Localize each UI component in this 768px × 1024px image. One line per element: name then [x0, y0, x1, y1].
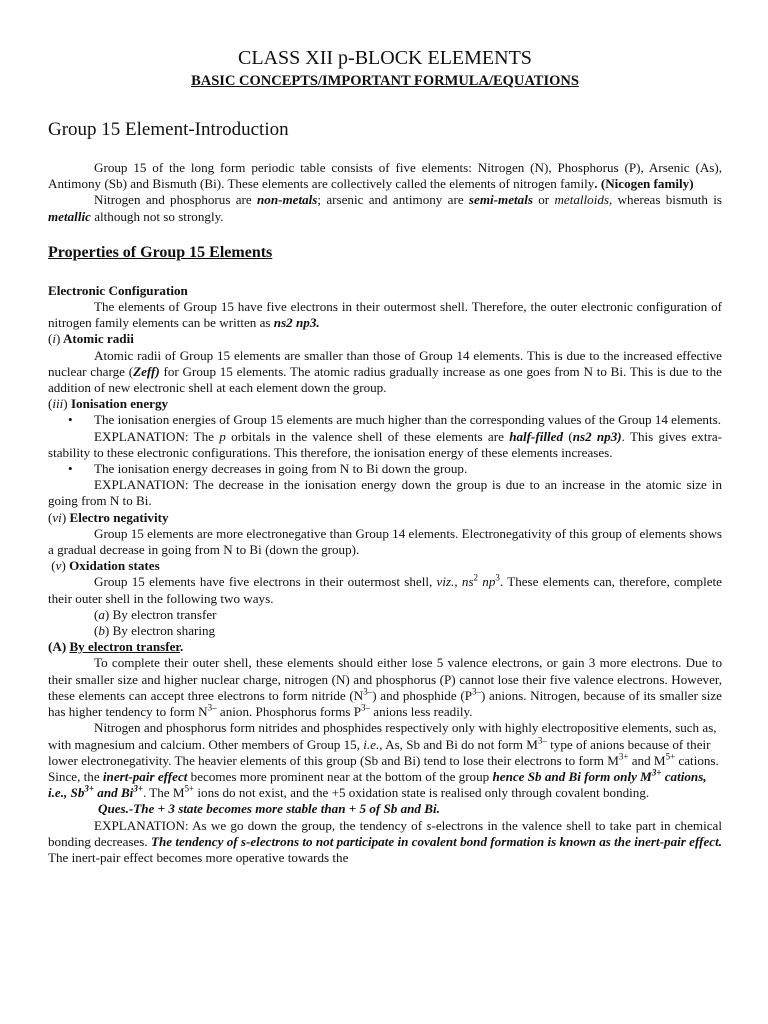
label-by-electron-transfer: (A) By electron transfer.	[48, 639, 184, 655]
bullet-ionisation-2: • The ionisation energy decreases in going from N to Bi down the group.	[68, 461, 468, 477]
label-ionisation-energy: (iii) Ionisation energy	[48, 396, 169, 412]
label-oxidation-states: (v) Oxidation states	[48, 558, 160, 574]
paragraph-electron-transfer-2: Nitrogen and phosphorus form nitrides and phosphides respectively only with highly electropositive elements, such as, with magnesium and calcium. Other members of Group 15, i.e., As, Sb and Bi do not form $M^{3-}$ type of anions because of their lower electronegativity. The heavier elements of this group (Sb and Bi) tend to lose their electrons to form $M^{3+}$ and $M^{5+}$ cations. Since, the inert-pair effect becomes more prominent near at the bottom of the group hence Sb and Bi form only $M^{3+}$ cations, i.e., $Sb^{3+}$ and $Bi^{3+}$. The $M^{5+}$ ions do not exist, and the +5 oxidation state is realised only through covalent bonding.	[48, 720, 719, 801]
paragraph-electron-transfer-1: To complete their outer shell, these elements should either lose 5 valence electrons, or gain 3 more electrons. Due to their smaller size and higher nuclear charge, nitrogen (N) and phosphorus (P) cannot lose their five valence electrons. However, these elements can accept three electrons to form nitride $(N^{3-})$ and phosphide $(P^{3-})$ anions. Nitrogen, because of its smaller size has higher tendency to form $N^{3-}$ anion. Phosphorus forms $P^{3-}$ anions less readily.	[48, 655, 722, 720]
label-electronegativity: (vi) Electro negativity	[48, 509, 169, 525]
section-heading-introduction: Group 15 Element-Introduction	[48, 119, 289, 140]
explanation-ionisation-1: EXPLANATION: The p orbitals in the valence shell of these elements are half-filled (ns2 np3). This gives extra-stability to these electronic configurations. This therefore, the ionisation energy of these elements increases.	[48, 428, 722, 460]
bullet-icon: •	[68, 412, 73, 428]
document-subtitle: BASIC CONCEPTS/IMPORTANT FORMULA/EQUATIONS	[191, 73, 579, 89]
explanation-ionisation-2: EXPLANATION: The decrease in the ionisation energy down the group is due to an increase in the atomic size in going from N to Bi.	[48, 477, 722, 509]
question-line: Ques.-The + 3 state becomes more stable than + 5 of Sb and Bi.	[98, 801, 440, 817]
list-item-electron-sharing: (b) By electron sharing	[94, 623, 216, 639]
intro-paragraph-1: Group 15 of the long form periodic table consists of five elements: Nitrogen (N), Phosphorus (P), Arsenic (As), Antimony (Sb) and Bismuth (Bi). These elements are collectively called the elements of nitrogen family. (Nicogen family)	[48, 160, 722, 192]
label-atomic-radii: (i) Atomic radii	[48, 331, 134, 347]
paragraph-electronegativity: Group 15 elements are more electronegative than Group 14 elements. Electronegativity of this group of elements shows a gradual decrease in going from N to Bi (down the group).	[48, 525, 722, 558]
paragraph-inert-pair-explanation: EXPLANATION: As we go down the group, the tendency of s-electrons in the valence shell to take part in chemical bonding decreases. The tendency of s-electrons to not participate in covalent bond formation is known as the inert-pair effect. The inert-pair effect becomes more operative towards the	[48, 817, 723, 865]
document-title: CLASS XII p-BLOCK ELEMENTS	[238, 47, 532, 69]
list-item-electron-transfer: (a) By electron transfer	[94, 606, 217, 622]
paragraph-atomic-radii: Atomic radii of Group 15 elements are smaller than those of Group 14 elements. This is due to the increased effective nuclear charge (Zeff) for Group 15 elements. The atomic radius gradually increase as one goes from N to Bi. This is due to the addition of new electronic shell at each element down the group.	[48, 347, 722, 396]
intro-paragraph-2: Nitrogen and phosphorus are non-metals; arsenic and antimony are semi-metals or metalloids, whereas bismuth is metallic although not so strongly.	[48, 192, 722, 224]
bullet-icon: •	[68, 461, 73, 477]
paragraph-oxidation-states: Group 15 elements have five electrons in their outermost shell, viz., $ns^2$ $np^3$. These elements can, therefore, complete their outer shell in the following two ways.	[48, 573, 722, 606]
paragraph-electronic-configuration: The elements of Group 15 have five electrons in their outermost shell. Therefore, the outer electronic configuration of nitrogen family elements can be written as ns2 np3.	[48, 299, 722, 331]
label-electronic-configuration: Electronic Configuration	[48, 282, 188, 298]
section-heading-properties: Properties of Group 15 Elements	[48, 243, 273, 261]
bullet-ionisation-1: • The ionisation energies of Group 15 elements are much higher than the corresponding values of the Group 14 elements.	[68, 412, 721, 428]
